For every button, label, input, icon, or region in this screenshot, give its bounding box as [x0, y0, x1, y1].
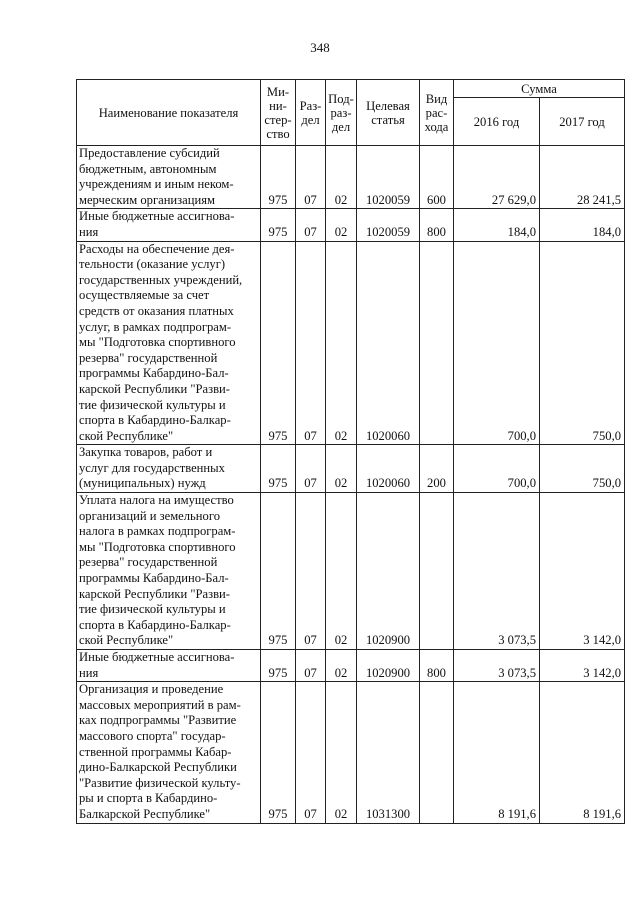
row-target: 1020059 [357, 146, 420, 209]
row-subsection: 02 [326, 445, 357, 493]
row-sum-2017: 28 241,5 [540, 146, 625, 209]
row-expense-type [420, 493, 454, 650]
page-number: 348 [310, 40, 330, 55]
row-target: 1020059 [357, 209, 420, 241]
row-section: 07 [296, 146, 326, 209]
table-row [77, 209, 625, 241]
row-name: Предоставление субсидий бюджетным, автономным учреждениям и иным неком- мерческим организациям [77, 146, 261, 209]
row-target: 1020900 [357, 650, 420, 682]
row-ministry: 975 [261, 682, 296, 823]
row-subsection: 02 [326, 146, 357, 209]
row-sum-2016: 700,0 [454, 445, 540, 493]
row-sum-2016: 8 191,6 [454, 682, 540, 823]
table-row [77, 650, 625, 682]
table-row [77, 493, 625, 650]
row-name: Уплата налога на имущество организаций и земельного налога в рамках подпрограм- мы "Подготовка спортивного резерва" государственной программы Кабардино-Бал- карской Республики "Разви- тие физической культуры и спорта в Кабардино-Балкар- ской Республике" [77, 493, 261, 650]
row-name: Иные бюджетные ассигнова- ния [77, 209, 261, 241]
row-sum-2017: 8 191,6 [540, 682, 625, 823]
header-section: Раз- дел [296, 80, 326, 146]
row-expense-type: 800 [420, 209, 454, 241]
row-sum-2017: 750,0 [540, 445, 625, 493]
row-subsection: 02 [326, 493, 357, 650]
row-sum-2016: 27 629,0 [454, 146, 540, 209]
row-sum-2017: 3 142,0 [540, 650, 625, 682]
header-year-2017: 2017 год [540, 98, 625, 146]
row-ministry: 975 [261, 146, 296, 209]
table-row [77, 445, 625, 493]
row-section: 07 [296, 682, 326, 823]
row-sum-2016: 184,0 [454, 209, 540, 241]
row-ministry: 975 [261, 650, 296, 682]
header-ministry: Ми- ни- стер- ство [261, 80, 296, 146]
row-expense-type: 600 [420, 146, 454, 209]
row-subsection: 02 [326, 241, 357, 445]
row-name: Закупка товаров, работ и услуг для государственных (муниципальных) нужд [77, 445, 261, 493]
table-row [77, 682, 625, 823]
row-sum-2017: 750,0 [540, 241, 625, 445]
row-target: 1020060 [357, 241, 420, 445]
row-ministry: 975 [261, 209, 296, 241]
row-name: Расходы на обеспечение дея- тельности (оказание услуг) государственных учреждений, осуществляемые за счет средств от оказания платных услуг, в рамках подпрограм- мы "Подготовка спортивного резерва" государственной программы Кабардино-Бал- карской Республики "Разви- тие физической культуры и спорта в Кабардино-Балкар- ской Республике" [77, 241, 261, 445]
row-expense-type [420, 682, 454, 823]
table-row [77, 241, 625, 445]
row-ministry: 975 [261, 493, 296, 650]
row-subsection: 02 [326, 682, 357, 823]
row-expense-type: 800 [420, 650, 454, 682]
row-section: 07 [296, 445, 326, 493]
row-ministry: 975 [261, 445, 296, 493]
row-sum-2016: 700,0 [454, 241, 540, 445]
row-subsection: 02 [326, 650, 357, 682]
row-sum-2016: 3 073,5 [454, 493, 540, 650]
row-target: 1020900 [357, 493, 420, 650]
row-section: 07 [296, 209, 326, 241]
row-subsection: 02 [326, 209, 357, 241]
row-sum-2017: 184,0 [540, 209, 625, 241]
row-expense-type [420, 241, 454, 445]
row-section: 07 [296, 241, 326, 445]
table-row [77, 146, 625, 209]
header-name: Наименование показателя [77, 80, 261, 146]
row-sum-2017: 3 142,0 [540, 493, 625, 650]
budget-table [76, 79, 625, 824]
row-sum-2016: 3 073,5 [454, 650, 540, 682]
header-expense-type: Вид рас- хода [420, 80, 454, 146]
header-sum: Сумма [454, 80, 625, 98]
row-expense-type: 200 [420, 445, 454, 493]
row-section: 07 [296, 493, 326, 650]
header-subsection: Под- раз- дел [326, 80, 357, 146]
row-section: 07 [296, 650, 326, 682]
header-target: Целевая статья [357, 80, 420, 146]
row-name: Иные бюджетные ассигнова- ния [77, 650, 261, 682]
row-target: 1020060 [357, 445, 420, 493]
row-name: Организация и проведение массовых мероприятий в рам- ках подпрограммы "Развитие массового спорта" государ- ственной программы Кабар- дино-Балкарской Республики "Развитие физической культу- ры и спорта в Кабардино- Балкарской Республике" [77, 682, 261, 823]
row-ministry: 975 [261, 241, 296, 445]
header-year-2016: 2016 год [454, 98, 540, 146]
row-target: 1031300 [357, 682, 420, 823]
